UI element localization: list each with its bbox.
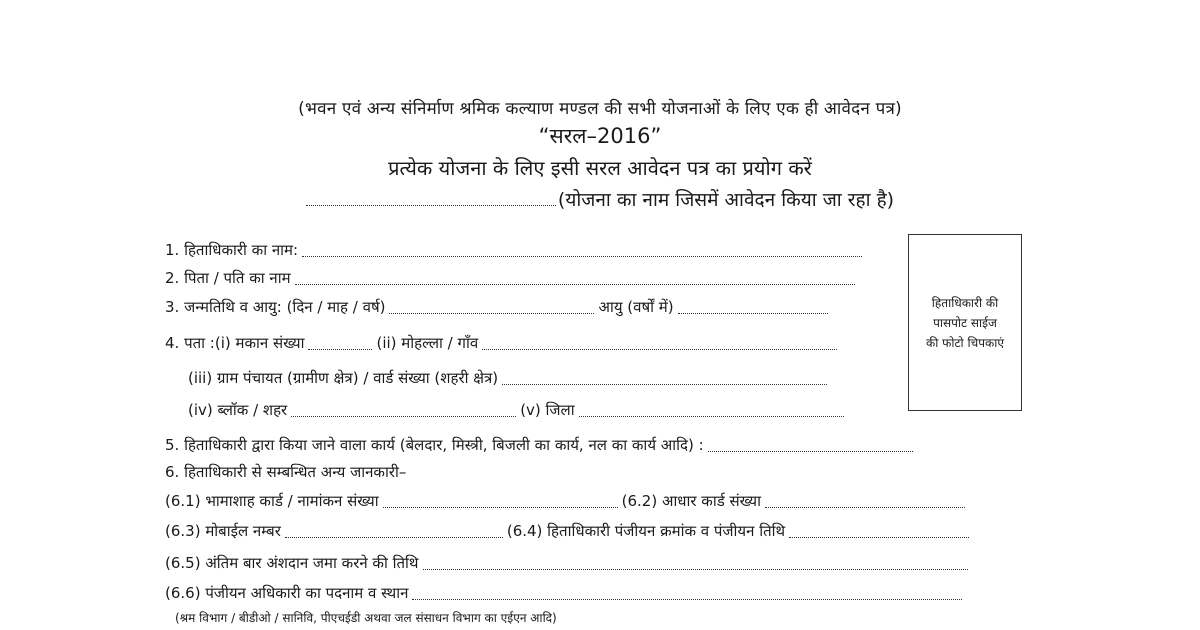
scheme-name-line <box>0 186 1200 212</box>
field-mobile-registration <box>165 521 973 541</box>
field-label: 5. हिताधिकारी द्वारा किया जाने वाला कार्य (बेलदार, मिस्त्री, बिजली का कार्य, नल का कार्य आदि) : <box>165 436 704 454</box>
field-label: (6.5) अंतिम बार अंशदान जमा करने की तिथि <box>165 554 419 572</box>
aadhaar-label: (6.2) आधार कार्ड संख्या <box>621 492 762 510</box>
house-number-blank[interactable] <box>308 337 372 350</box>
aadhaar-blank[interactable] <box>765 495 965 508</box>
field-label: 3. जन्मतिथि व आयु: (दिन / माह / वर्ष) <box>165 298 386 316</box>
age-label: आयु (वर्षों में) <box>598 298 674 316</box>
block-city-blank[interactable] <box>291 404 516 417</box>
field-label: (iii) ग्राम पंचायत (ग्रामीण क्षेत्र) / वार्ड संख्या (शहरी क्षेत्र) <box>188 369 499 387</box>
photo-paste-box <box>908 234 1022 411</box>
registration-officer-blank[interactable] <box>412 587 962 600</box>
field-block-district <box>188 400 848 420</box>
form-subtitle: (भवन एवं अन्य संनिर्माण श्रमिक कल्याण मण्डल की सभी योजनाओं के लिए एक ही आवेदन पत्र) <box>298 99 902 119</box>
field-label: (6.6) पंजीयन अधिकारी का पदनाम व स्थान <box>165 584 409 602</box>
field-other-info-heading <box>165 462 406 482</box>
scheme-name-label: (योजना का नाम जिसमें आवेदन किया जा रहा है) <box>557 189 895 211</box>
field-label: 2. पिता / पति का नाम <box>165 269 291 287</box>
beneficiary-name-blank[interactable] <box>302 244 862 257</box>
field-label: (6.3) मोबाईल नम्बर <box>165 522 281 540</box>
field-label: 6. हिताधिकारी से सम्बन्धित अन्य जानकारी– <box>165 463 407 481</box>
bhamashah-blank[interactable] <box>383 495 618 508</box>
mobile-blank[interactable] <box>285 525 503 538</box>
field-bhamashah-aadhaar <box>165 491 969 511</box>
last-contribution-blank[interactable] <box>423 557 968 570</box>
field-label: (6.1) भामाशाह कार्ड / नामांकन संख्या <box>165 492 379 510</box>
age-blank[interactable] <box>678 301 828 314</box>
field-label: 1. हिताधिकारी का नाम: <box>165 241 299 259</box>
field-father-husband-name <box>165 268 859 288</box>
officer-note: (श्रम विभाग / बीडीओ / सानिवि, पीएचईडी अथवा जल संसाधन विभाग का एईएन आदि) <box>175 611 557 625</box>
gram-panchayat-blank[interactable] <box>502 372 827 385</box>
field-address <box>165 333 841 353</box>
field-gram-panchayat <box>188 368 831 388</box>
father-husband-name-blank[interactable] <box>295 272 855 285</box>
district-label: (v) जिला <box>520 401 575 419</box>
registration-label: (6.4) हिताधिकारी पंजीयन क्रमांक व पंजीयन तिथि <box>506 522 786 540</box>
dob-blank[interactable] <box>389 301 594 314</box>
photo-box-text: हिताधिकारी की पासपोट साईज की फोटो चिपकाएं <box>926 295 1004 350</box>
field-label: (iv) ब्लॉक / शहर <box>188 401 288 419</box>
field-dob-age <box>165 297 832 317</box>
field-last-contribution <box>165 553 972 573</box>
field-label: 4. पता :(i) मकान संख्या <box>165 334 305 352</box>
locality-label: (ii) मोहल्ला / गाँव <box>376 334 479 352</box>
field-registration-officer <box>165 583 966 603</box>
registration-blank[interactable] <box>789 525 969 538</box>
field-work-type <box>165 435 917 455</box>
form-instruction: प्रत्येक योजना के लिए इसी सरल आवेदन पत्र का प्रयोग करें <box>388 156 812 180</box>
field-beneficiary-name <box>165 240 866 260</box>
form-title: “सरल–2016” <box>538 124 662 148</box>
district-blank[interactable] <box>579 404 844 417</box>
work-type-blank[interactable] <box>708 439 913 452</box>
scheme-name-blank[interactable] <box>306 191 556 206</box>
locality-blank[interactable] <box>482 337 837 350</box>
